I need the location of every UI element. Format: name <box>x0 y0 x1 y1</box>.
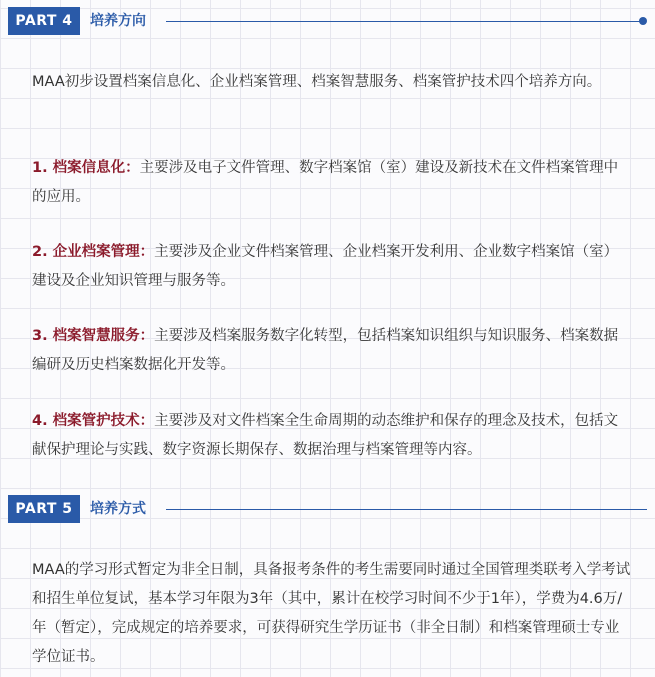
part4-intro: MAA初步设置档案信息化、企业档案管理、档案智慧服务、档案管护技术四个培养方向。 <box>32 74 602 90</box>
part4-item-2 <box>32 238 632 296</box>
item-label: 2. 企业档案管理： <box>32 244 155 260</box>
part4-divider <box>166 21 641 22</box>
item-label: 3. 档案智慧服务： <box>32 328 155 344</box>
item-text: 主要涉及对文件档案全生命周期的动态维护和保存的理念及技术，包括文献保护理论与实践、数字资源长期保存、数据治理与档案管理等内容。 <box>32 413 619 458</box>
item-label: 1. 档案信息化： <box>32 160 140 176</box>
part5-divider <box>166 509 647 510</box>
item-text: 主要涉及企业文件档案管理、企业档案开发利用、企业数字档案馆（室）建设及企业知识管理与服务等。 <box>32 244 619 289</box>
part4-dot <box>639 17 647 25</box>
part4-item-4 <box>32 407 632 465</box>
part4-badge: PART 4 <box>8 7 80 35</box>
part4-item-3 <box>32 322 632 380</box>
item-text: 主要涉及电子文件管理、数字档案馆（室）建设及新技术在文件档案管理中的应用。 <box>32 160 619 205</box>
part4-title: 培养方向 <box>90 13 146 29</box>
item-text: 主要涉及档案服务数字化转型，包括档案知识组织与知识服务、档案数据编研及历史档案数据化开发等。 <box>32 328 619 373</box>
item-label: 4. 档案管护技术： <box>32 413 155 429</box>
part4-header <box>8 7 647 37</box>
part5-body: MAA的学习形式暂定为非全日制，具备报考条件的考生需要同时通过全国管理类联考入学考试和招生单位复试，基本学习年限为3年（其中，累计在校学习时间不少于1年），学费为4.6万/年（暂定），完成规定的培养要求，可获得研究生学历证书（非全日制）和档案管理硕士专业学位证书。 <box>32 562 631 665</box>
part5-header <box>8 495 647 525</box>
part5-badge: PART 5 <box>8 495 80 523</box>
part4-item-1 <box>32 154 632 212</box>
part5-title: 培养方式 <box>90 501 146 517</box>
